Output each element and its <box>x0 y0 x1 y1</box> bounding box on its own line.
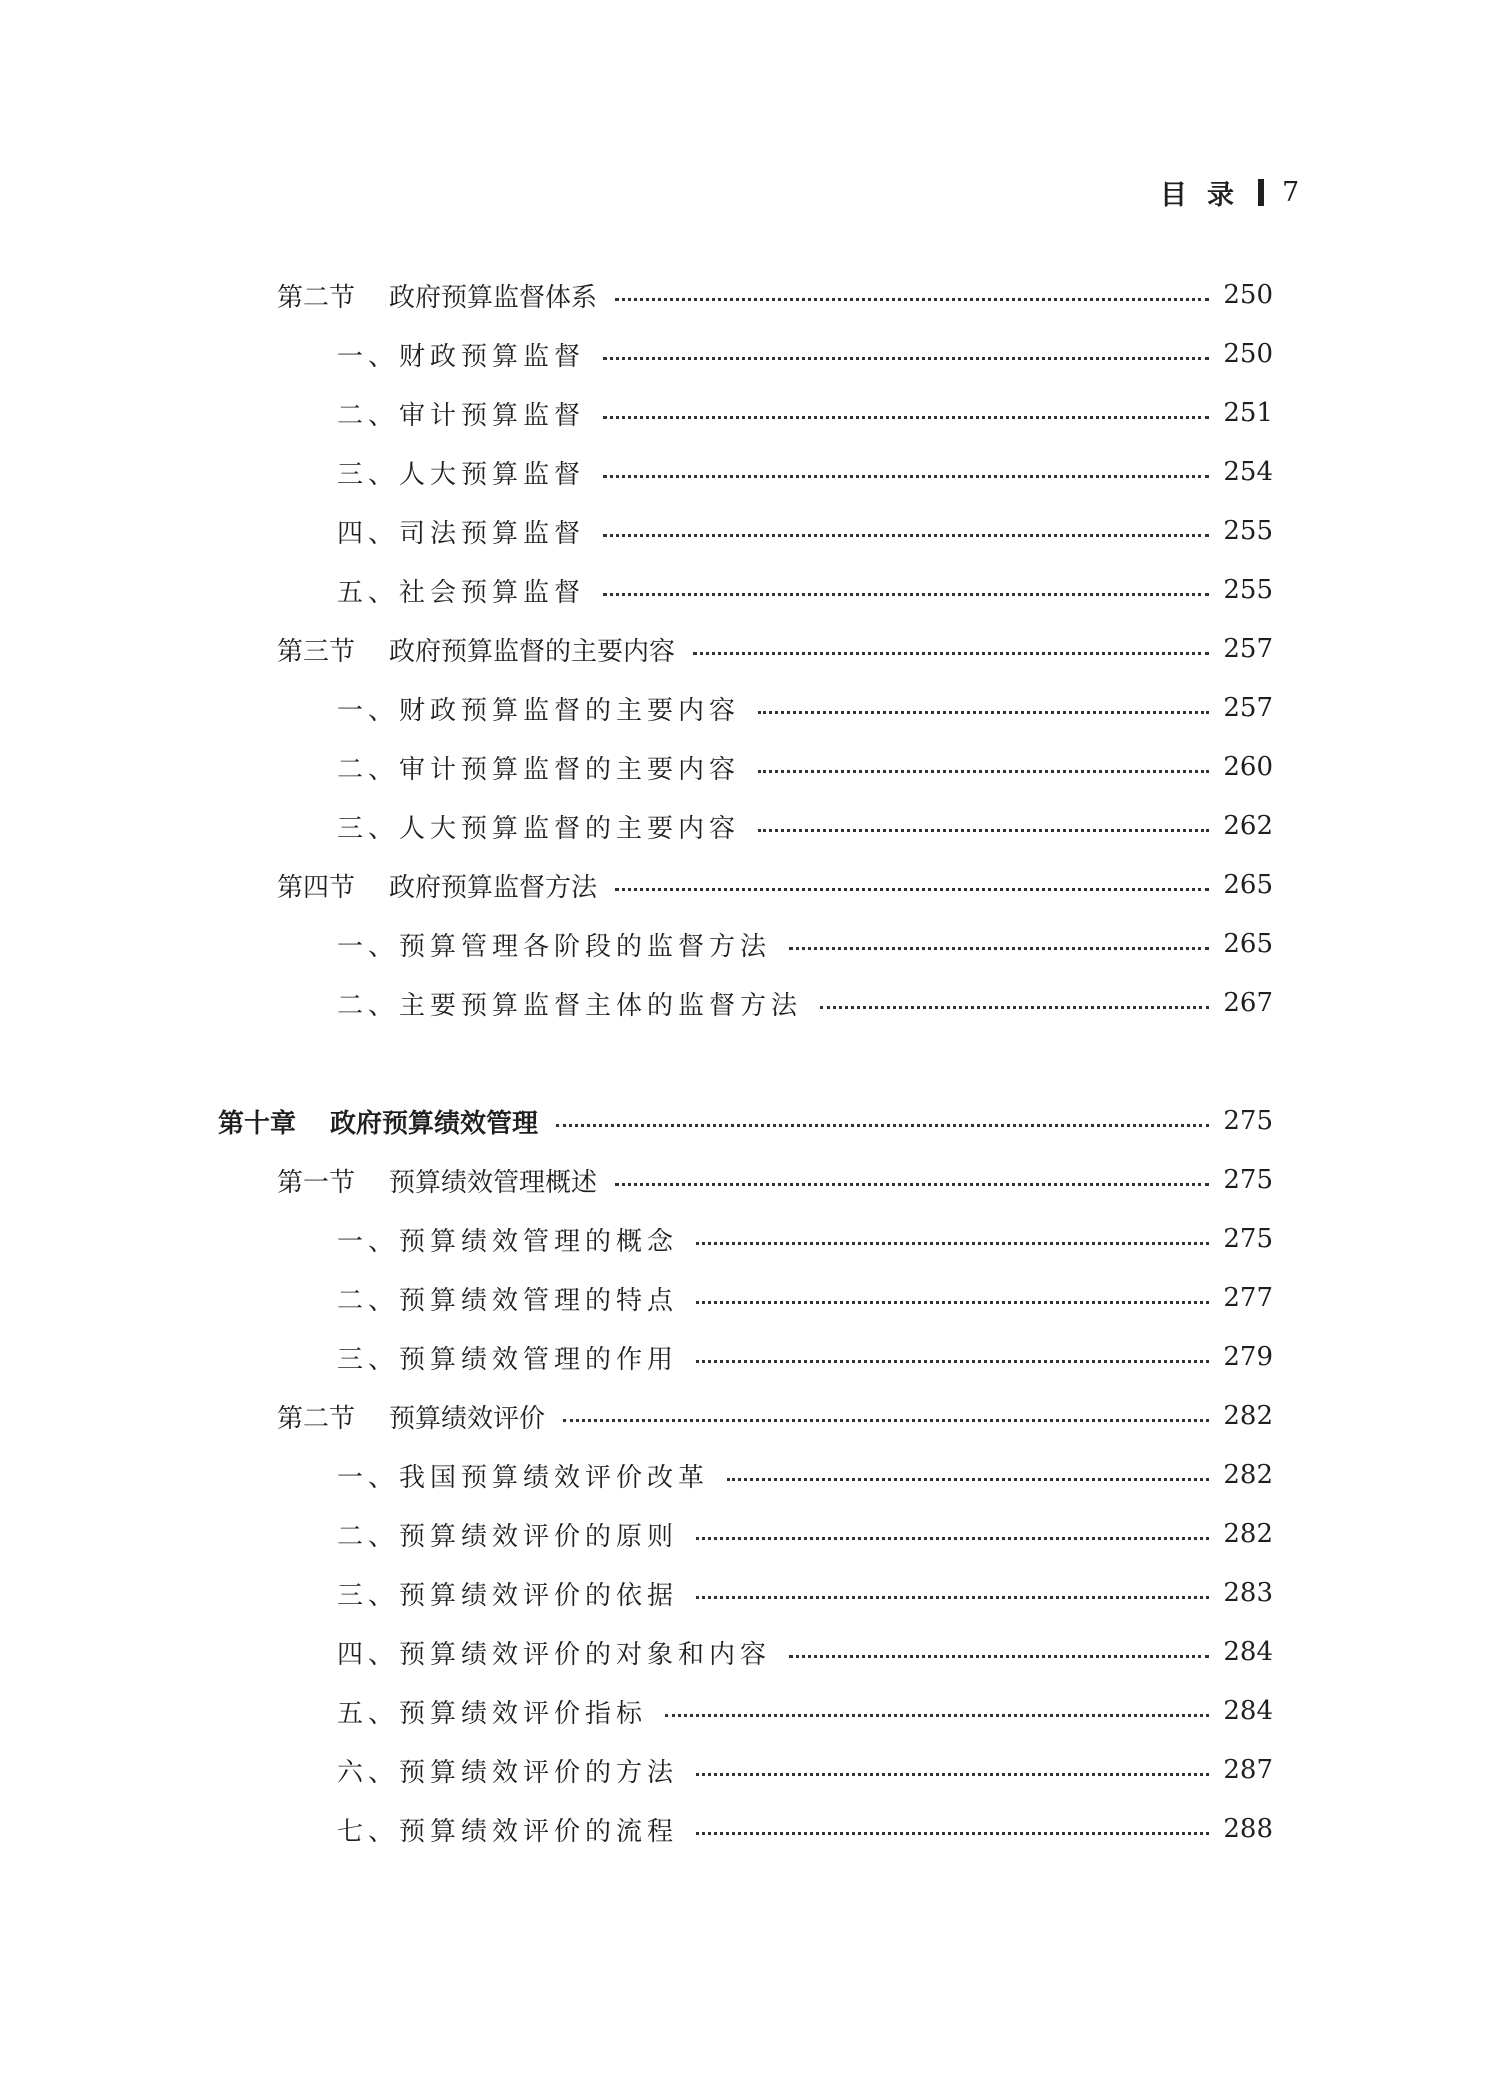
toc-page-number: 275 <box>1223 1224 1273 1254</box>
dot-leader <box>615 298 1209 301</box>
toc-title: 二、审计预算监督的主要内容 <box>337 754 741 785</box>
toc-label: 第一节 <box>277 1167 356 1198</box>
toc-title: 三、人大预算监督的主要内容 <box>337 813 741 844</box>
toc-page-number: 265 <box>1223 870 1273 900</box>
toc-subsection-entry <box>337 452 1273 492</box>
dot-leader <box>696 1773 1209 1776</box>
toc-page-number: 282 <box>1223 1401 1273 1431</box>
toc-section-entry <box>277 629 1273 669</box>
toc-chapter-entry <box>218 1101 1273 1141</box>
toc-subsection-entry <box>337 688 1273 728</box>
running-header-page-number: 7 <box>1282 176 1300 208</box>
toc-title: 预算绩效管理概述 <box>389 1167 598 1198</box>
toc-subsection-entry <box>337 924 1273 964</box>
dot-leader <box>563 1419 1209 1422</box>
toc-label: 第二节 <box>277 1403 356 1434</box>
toc-page-number: 255 <box>1223 516 1273 546</box>
toc-page-number: 277 <box>1223 1283 1273 1313</box>
toc-title: 政府预算绩效管理 <box>330 1108 539 1139</box>
dot-leader <box>603 357 1209 360</box>
dot-leader <box>696 1537 1209 1540</box>
dot-leader <box>693 652 1209 655</box>
toc-page-number: 284 <box>1223 1637 1273 1667</box>
toc-subsection-entry <box>337 1632 1273 1672</box>
toc-section-entry <box>277 275 1273 315</box>
toc-title: 政府预算监督体系 <box>389 282 598 313</box>
dot-leader <box>615 888 1209 891</box>
toc-title: 政府预算监督方法 <box>389 872 598 903</box>
toc-title: 三、预算绩效管理的作用 <box>337 1344 679 1375</box>
header-divider-bar <box>1258 179 1264 206</box>
dot-leader <box>603 416 1209 419</box>
toc-subsection-entry <box>337 1691 1273 1731</box>
toc-title: 一、财政预算监督 <box>337 341 586 372</box>
toc-title: 四、预算绩效评价的对象和内容 <box>337 1639 772 1670</box>
toc-title: 二、主要预算监督主体的监督方法 <box>337 990 803 1021</box>
toc-label: 第三节 <box>277 636 356 667</box>
toc-page-number: 287 <box>1223 1755 1273 1785</box>
dot-leader <box>758 770 1209 773</box>
toc-subsection-entry <box>337 393 1273 433</box>
toc-title: 七、预算绩效评价的流程 <box>337 1816 679 1847</box>
dot-leader <box>603 593 1209 596</box>
page-header <box>1160 172 1320 212</box>
toc-section-entry <box>277 1160 1273 1200</box>
running-header-title: 目录 <box>1160 179 1254 211</box>
toc-page-number: 255 <box>1223 575 1273 605</box>
toc-section-entry <box>277 865 1273 905</box>
toc-subsection-entry <box>337 1455 1273 1495</box>
toc-title: 二、预算绩效评价的原则 <box>337 1521 679 1552</box>
dot-leader <box>758 829 1209 832</box>
toc-label: 第四节 <box>277 872 356 903</box>
toc-section-entry <box>277 1396 1273 1436</box>
toc-page-number: 275 <box>1223 1106 1273 1136</box>
dot-leader <box>820 1006 1209 1009</box>
toc-subsection-entry <box>337 1573 1273 1613</box>
toc-subsection-entry <box>337 1278 1273 1318</box>
dot-leader <box>556 1124 1209 1127</box>
toc-subsection-entry <box>337 1809 1273 1849</box>
toc-page-number: 254 <box>1223 457 1273 487</box>
toc-title: 预算绩效评价 <box>389 1403 546 1434</box>
toc-page-number: 275 <box>1223 1165 1273 1195</box>
toc-page-number: 250 <box>1223 280 1273 310</box>
toc-title: 二、预算绩效管理的特点 <box>337 1285 679 1316</box>
toc-title: 二、审计预算监督 <box>337 400 586 431</box>
toc-page-number: 282 <box>1223 1519 1273 1549</box>
dot-leader <box>696 1301 1209 1304</box>
toc-title: 一、我国预算绩效评价改革 <box>337 1462 710 1493</box>
toc-page-number: 284 <box>1223 1696 1273 1726</box>
toc-subsection-entry <box>337 983 1273 1023</box>
dot-leader <box>789 947 1209 950</box>
toc-page-number: 257 <box>1223 693 1273 723</box>
toc-subsection-entry <box>337 1514 1273 1554</box>
toc-page-number: 283 <box>1223 1578 1273 1608</box>
toc-subsection-entry <box>337 570 1273 610</box>
toc-page-number: 260 <box>1223 752 1273 782</box>
dot-leader <box>603 475 1209 478</box>
toc-page-number: 279 <box>1223 1342 1273 1372</box>
toc-title: 三、预算绩效评价的依据 <box>337 1580 679 1611</box>
dot-leader <box>789 1655 1209 1658</box>
toc-title: 四、司法预算监督 <box>337 518 586 549</box>
toc-page-number: 251 <box>1223 398 1273 428</box>
toc-title: 政府预算监督的主要内容 <box>389 636 676 667</box>
dot-leader <box>727 1478 1209 1481</box>
toc-subsection-entry <box>337 747 1273 787</box>
toc-page-number: 257 <box>1223 634 1273 664</box>
toc-title: 一、预算绩效管理的概念 <box>337 1226 679 1257</box>
toc-page-number: 282 <box>1223 1460 1273 1490</box>
toc-page-number: 267 <box>1223 988 1273 1018</box>
toc-title: 一、预算管理各阶段的监督方法 <box>337 931 772 962</box>
dot-leader <box>665 1714 1209 1717</box>
toc-page-number: 265 <box>1223 929 1273 959</box>
toc-page-number: 250 <box>1223 339 1273 369</box>
toc-subsection-entry <box>337 806 1273 846</box>
toc-subsection-entry <box>337 1219 1273 1259</box>
toc-title: 一、财政预算监督的主要内容 <box>337 695 741 726</box>
toc-title: 五、社会预算监督 <box>337 577 586 608</box>
dot-leader <box>758 711 1209 714</box>
dot-leader <box>603 534 1209 537</box>
dot-leader <box>696 1360 1209 1363</box>
toc-label: 第二节 <box>277 282 356 313</box>
dot-leader <box>696 1832 1209 1835</box>
dot-leader <box>696 1596 1209 1599</box>
toc-title: 六、预算绩效评价的方法 <box>337 1757 679 1788</box>
toc-label: 第十章 <box>218 1108 297 1139</box>
toc-subsection-entry <box>337 1337 1273 1377</box>
toc-page-number: 288 <box>1223 1814 1273 1844</box>
toc-title: 三、人大预算监督 <box>337 459 586 490</box>
toc-page-number: 262 <box>1223 811 1273 841</box>
toc-subsection-entry <box>337 1750 1273 1790</box>
toc-subsection-entry <box>337 334 1273 374</box>
dot-leader <box>615 1183 1209 1186</box>
dot-leader <box>696 1242 1209 1245</box>
toc-subsection-entry <box>337 511 1273 551</box>
toc-title: 五、预算绩效评价指标 <box>337 1698 648 1729</box>
